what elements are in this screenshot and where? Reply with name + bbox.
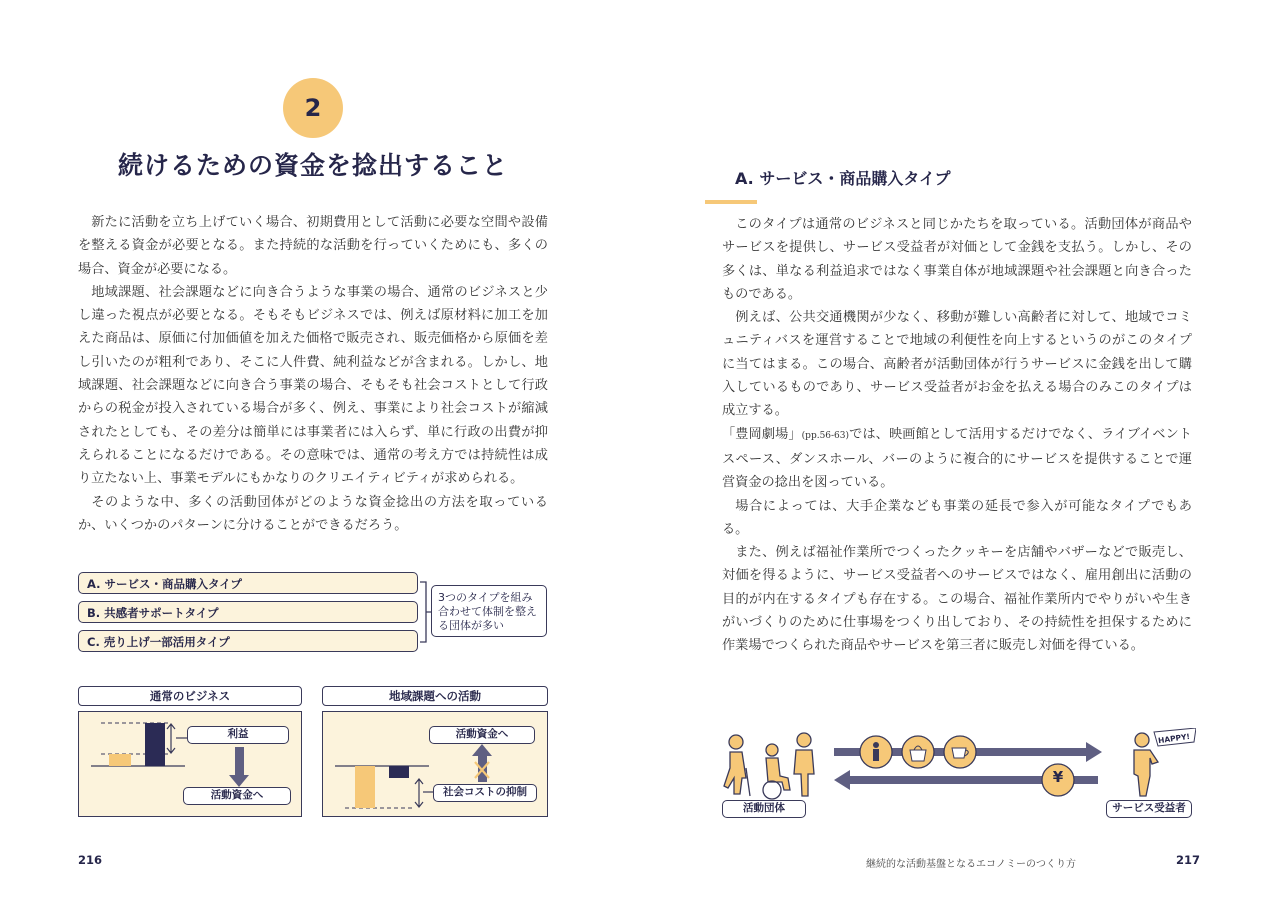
paragraph: また、例えば福祉作業所でつくったクッキーを店舗やバザーなどで販売し、対価を得るように、サービス受益者へのサービスではなく、雇用創出に活動の目的が内在するタイプも存在する。この場合、福祉作業所内でやりがいや生きがいづくりのために仕事場をつくり出しており、その持続性を担保するために作業場でつくられた商品やサービスを第三者に販売し対価を得ている。 bbox=[722, 545, 1192, 654]
paragraph: 新たに活動を立ち上げていく場合、初期費用として活動に必要な空間や設備を整える資金が必要となる。また持続的な活動を行っていくためにも、多くの場合、資金が必要になる。 bbox=[78, 215, 548, 277]
diagram-regional-panel bbox=[322, 711, 548, 817]
wheelchair-person-icon bbox=[763, 744, 790, 799]
caregiver-icon bbox=[794, 733, 814, 796]
section-accent-bar bbox=[705, 200, 757, 204]
chapter-number-badge bbox=[283, 78, 343, 138]
chapter-number: 2 bbox=[304, 94, 322, 122]
theater-name: 「豊岡劇場」 bbox=[722, 426, 802, 442]
paragraph: このタイプは通常のビジネスと同じかたちを取っている。活動団体が商品やサービスを提供し、サービス受益者が対価として金銭を支払う。しかし、その多くは、単なる利益追求ではなく事業自体が地域課題や社会課題と向き合ったものである。 bbox=[722, 217, 1192, 302]
paragraph: 例えば、公共交通機関が少なく、移動が難しい高齢者に対して、地域でコミュニティバスを運営することで地域の利便性を向上するというのがこのタイプに当てはまる。この場合、高齢者が活動団体が行うサービスに金銭を出して購入しているものであり、サービス受益者がお金を払える場合のみこのタイプは成立する。 bbox=[722, 310, 1192, 419]
chapter-title: 続けるための資金を捻出すること bbox=[117, 151, 508, 180]
page-number-left: 216 bbox=[78, 853, 103, 867]
paragraph: 場合によっては、大手企業なども事業の延長で参入が可能なタイプでもある。 bbox=[722, 498, 1192, 537]
bag-icon bbox=[902, 736, 934, 768]
yen-symbol: ¥ bbox=[1052, 768, 1064, 786]
social-cost-label: 社会コストの抑制 bbox=[433, 784, 537, 802]
diagram-regional-title: 地域課題への活動 bbox=[322, 686, 548, 706]
person-icon bbox=[860, 736, 892, 768]
left-body-text bbox=[78, 211, 548, 537]
to-activity-label-normal: 活動資金へ bbox=[183, 787, 291, 805]
type-c-box: C. 売り上げ一部活用タイプ bbox=[78, 630, 418, 652]
paragraph: そのような中、多くの活動団体がどのような資金捻出の方法を取っているか、いくつかのパターンに分けることができるだろう。 bbox=[78, 494, 548, 533]
paragraph-reference bbox=[722, 423, 1192, 495]
cup-icon bbox=[944, 736, 976, 768]
org-label: 活動団体 bbox=[722, 800, 806, 818]
diagram-normal-panel bbox=[78, 711, 302, 817]
happy-text: HAPPY! bbox=[1157, 731, 1191, 746]
running-title: 継続的な活動基盤となるエコノミーのつくり方 bbox=[866, 859, 1076, 870]
paragraph: 地域課題、社会課題などに向き合うような事業の場合、通常のビジネスと少し違った視点が必要となる。そもそもビジネスでは、例えば原材料に加工を加えた商品は、原価に付加価値を加えた価格で販売され、販売価格から原価を差し引いたのが粗利であり、そこに人件費、純利益などが含まれる。しかし、地域課題、社会課題などに向き合う事業の場合、そもそも社会コストとして行政からの税金が投入されている場合が多く、例え、事業により社会コストが縮減されたとしても、その差分は簡単には事業者には入らず、単に行政の出費が抑えられることになるだけである。その意味では、通常の考え方では持続性は成り立たない上、事業モデルにもかなりのクリエイティビティが求められる。 bbox=[78, 284, 548, 487]
elderly-person-icon bbox=[724, 735, 750, 796]
right-body-text bbox=[722, 213, 1192, 658]
profit-label: 利益 bbox=[187, 726, 289, 744]
page-reference: (pp.56-63) bbox=[801, 430, 850, 441]
section-title: A. サービス・商品購入タイプ bbox=[735, 169, 951, 188]
diagram-normal-title: 通常のビジネス bbox=[78, 686, 302, 706]
to-activity-label-regional: 活動資金へ bbox=[429, 726, 535, 744]
paragraph-rest: では、映画館として活用するだけでなく、ライブイベントスペース、ダンスホール、バーのように複合的にサービスを提供することで運営資金の捻出を図っている。 bbox=[722, 426, 1192, 491]
beneficiary-person-icon bbox=[1134, 733, 1158, 796]
type-a-box: A. サービス・商品購入タイプ bbox=[78, 572, 418, 594]
types-note: 3つのタイプを組み合わせて体制を整える団体が多い bbox=[431, 585, 547, 637]
page-number-right: 217 bbox=[1176, 853, 1201, 867]
beneficiary-label: サービス受益者 bbox=[1106, 800, 1192, 818]
type-b-box: B. 共感者サポートタイプ bbox=[78, 601, 418, 623]
